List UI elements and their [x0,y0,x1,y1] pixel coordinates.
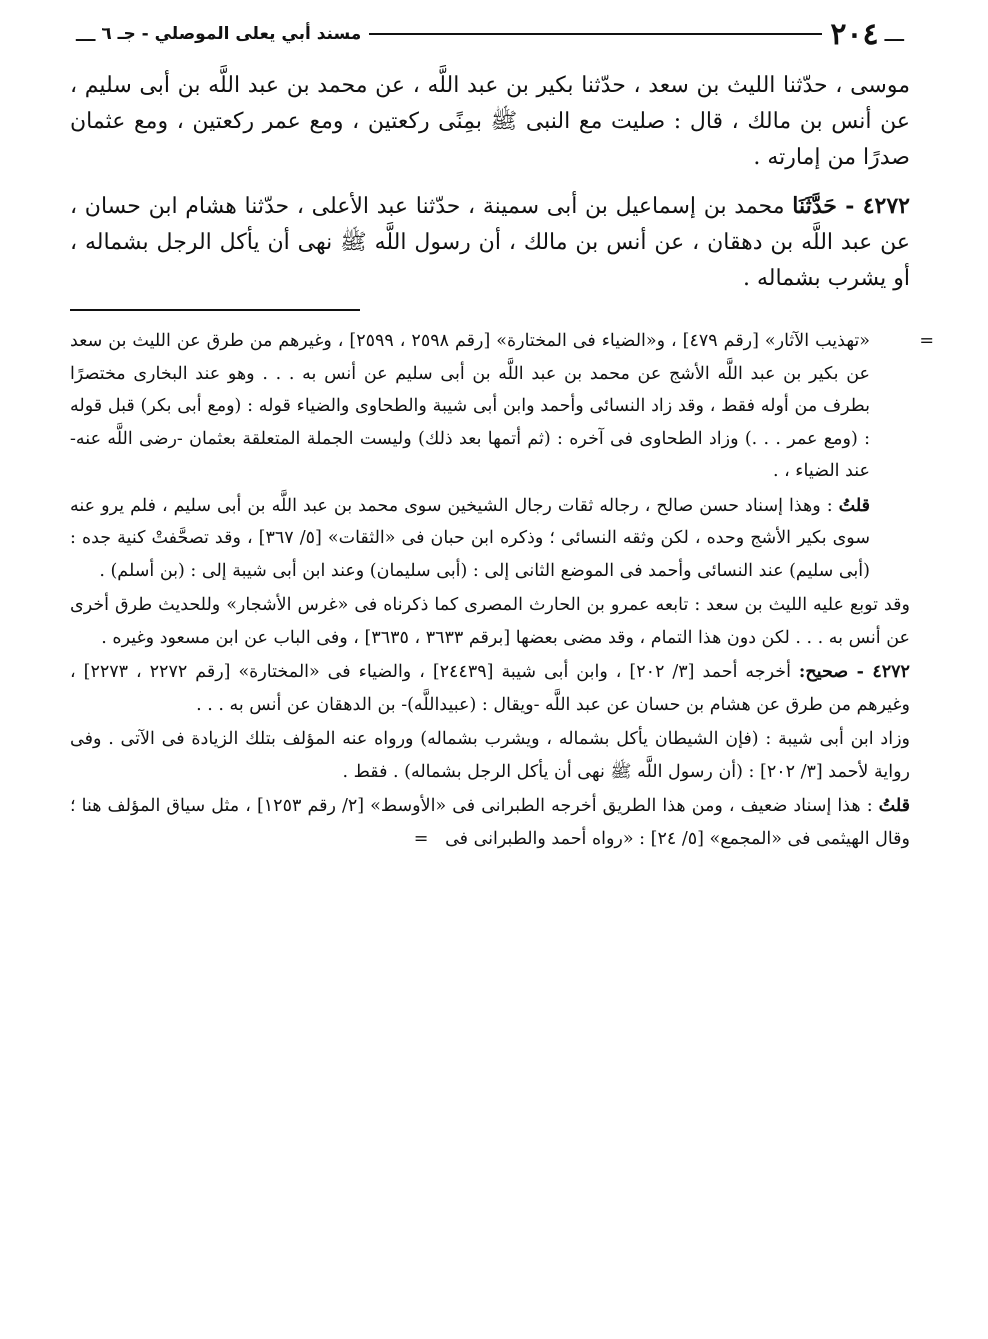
footnote-paragraph [70,790,910,855]
qultu-label: قلتُ [838,495,870,516]
qultu-text: : وهذا إسناد حسن صالح ، رجاله ثقات رجال الشيخين سوى محمد بن عبد اللَّه بن أبى سليم ، فلم يرو عنه سوى بكير الأشج وحده ، لكن وثقه النسائى ؛ وذكره ابن حبان فى «الثقات» [٥/ ٣٦٧] ، وقد تصحَّفتْ كنية جده : (أبى سليم) عند النسائى وأحمد فى الموضع الثانى إلى : (أبى سليمان) وعند ابن أبى شيبة إلى : (بن أسلم) . [70,495,871,581]
hadith-continuation: موسى ، حدّثنا الليث بن سعد ، حدّثنا بكير بن عبد اللَّه ، عن محمد بن عبد اللَّه بن أبى سليم ، عن أنس بن مالك ، قال : صليت مع النبى ﷺ بمِنًى ركعتين ، ومع عمر ركعتين ، ومع عثمان صدرًا من إمارته . [70,73,910,170]
footnote-number: ٤٢٧٢ - صحيح: [798,662,910,682]
footnote-paragraph: وزاد ابن أبى شيبة : (فإن الشيطان يأكل بشماله ، ويشرب بشماله) ورواه عنه المؤلف بتلك الزيادة فى الآتى . وفى رواية لأحمد [٣/ ٢٠٢] : (أن رسول اللَّه ﷺ نهى أن يأكل الرجل بشماله) . فقط . [70,729,910,782]
book-page [70,14,934,1314]
continuation-marker-bottom: = [413,828,429,849]
page-header [70,14,910,54]
footnote-paragraph: وقد توبع عليه الليث بن سعد : تابعه عمرو بن الحارث المصرى كما ذكرناه فى «غرس الأشجار» وللحديث طرق أخرى عن أنس به . . . لكن دون هذا التمام ، وقد مضى بعضها [برقم ٣٦٣٣ ، ٣٦٣٥] ، وفى الباب عن ابن مسعود وغيره . [70,595,910,648]
footnote-text: أخرجه أحمد [٣/ ٢٠٢] ، وابن أبى شيبة [٢٤٤٣٩] ، والضياء فى «المختارة» [رقم ٢٢٧٢ ، ٢٢٧٣] ، وغيرهم من طرق عن هشام بن حسان عن عبد اللَّه -ويقال : (عبيداللَّه)- بن الدهقان عن أنس به . . . [70,662,910,715]
footnote-separator [70,309,360,311]
header-dash: ـــ [884,21,904,47]
footnote-continued [70,325,934,587]
footnote-paragraph [70,490,870,588]
qultu-label: قلتُ [878,796,910,816]
hadith-number: ٤٢٧٢ - حَدَّثَنَا [792,193,910,219]
book-title: مسند أبي يعلى الموصلي - جـ ٦ [101,24,362,44]
footnotes [70,325,934,855]
continuation-marker-top: = [919,331,934,351]
footnote-paragraph: «تهذيب الآثار» [رقم ٤٧٩] ، و«الضياء فى المختارة» [رقم ٢٥٩٨ ، ٢٥٩٩] ، وغيرهم من طرق عن الليث بن سعد عن بكير بن عبد اللَّه الأشج عن محمد بن عبد اللَّه بن أبى سليم عن أنس به . . . وهو عند البخارى مختصرًا بطرف من أوله فقط ، وقد زاد النسائى وأحمد وابن أبى شيبة والطحاوى والضياء قوله : (ومع أبى بكر) قبل قوله : (ومع عمر . . .) وزاد الطحاوى فى آخره : (ثم أتمها بعد ذلك) وليست الجملة المتعلقة بعثمان -رضى اللَّه عنه- عند الضياء ، . [70,331,870,481]
main-text [70,68,910,297]
hadith-4272 [70,188,910,297]
header-dash-end: ـــ [76,21,96,47]
header-rule [369,33,822,35]
footnote-4272 [70,656,910,721]
hadith-text: محمد بن إسماعيل بن أبى سمينة ، حدّثنا عبد الأعلى ، حدّثنا هشام ابن حسان ، عن عبد اللَّه بن دهقان ، عن أنس بن مالك ، أن رسول اللَّه ﷺ نهى أن يأكل الرجل بشماله ، أو يشرب بشماله . [70,194,910,291]
qultu-text: : هذا إسناد ضعيف ، ومن هذا الطريق أخرجه الطبرانى فى «الأوسط» [٢/ رقم ١٢٥٣] ، مثل سياق المؤلف هنا ؛ وقال الهيثمى فى «المجمع» [٥/ ٢٤] : «رواه أحمد والطبرانى فى [70,796,910,849]
page-number: ٢٠٤ [830,16,879,52]
